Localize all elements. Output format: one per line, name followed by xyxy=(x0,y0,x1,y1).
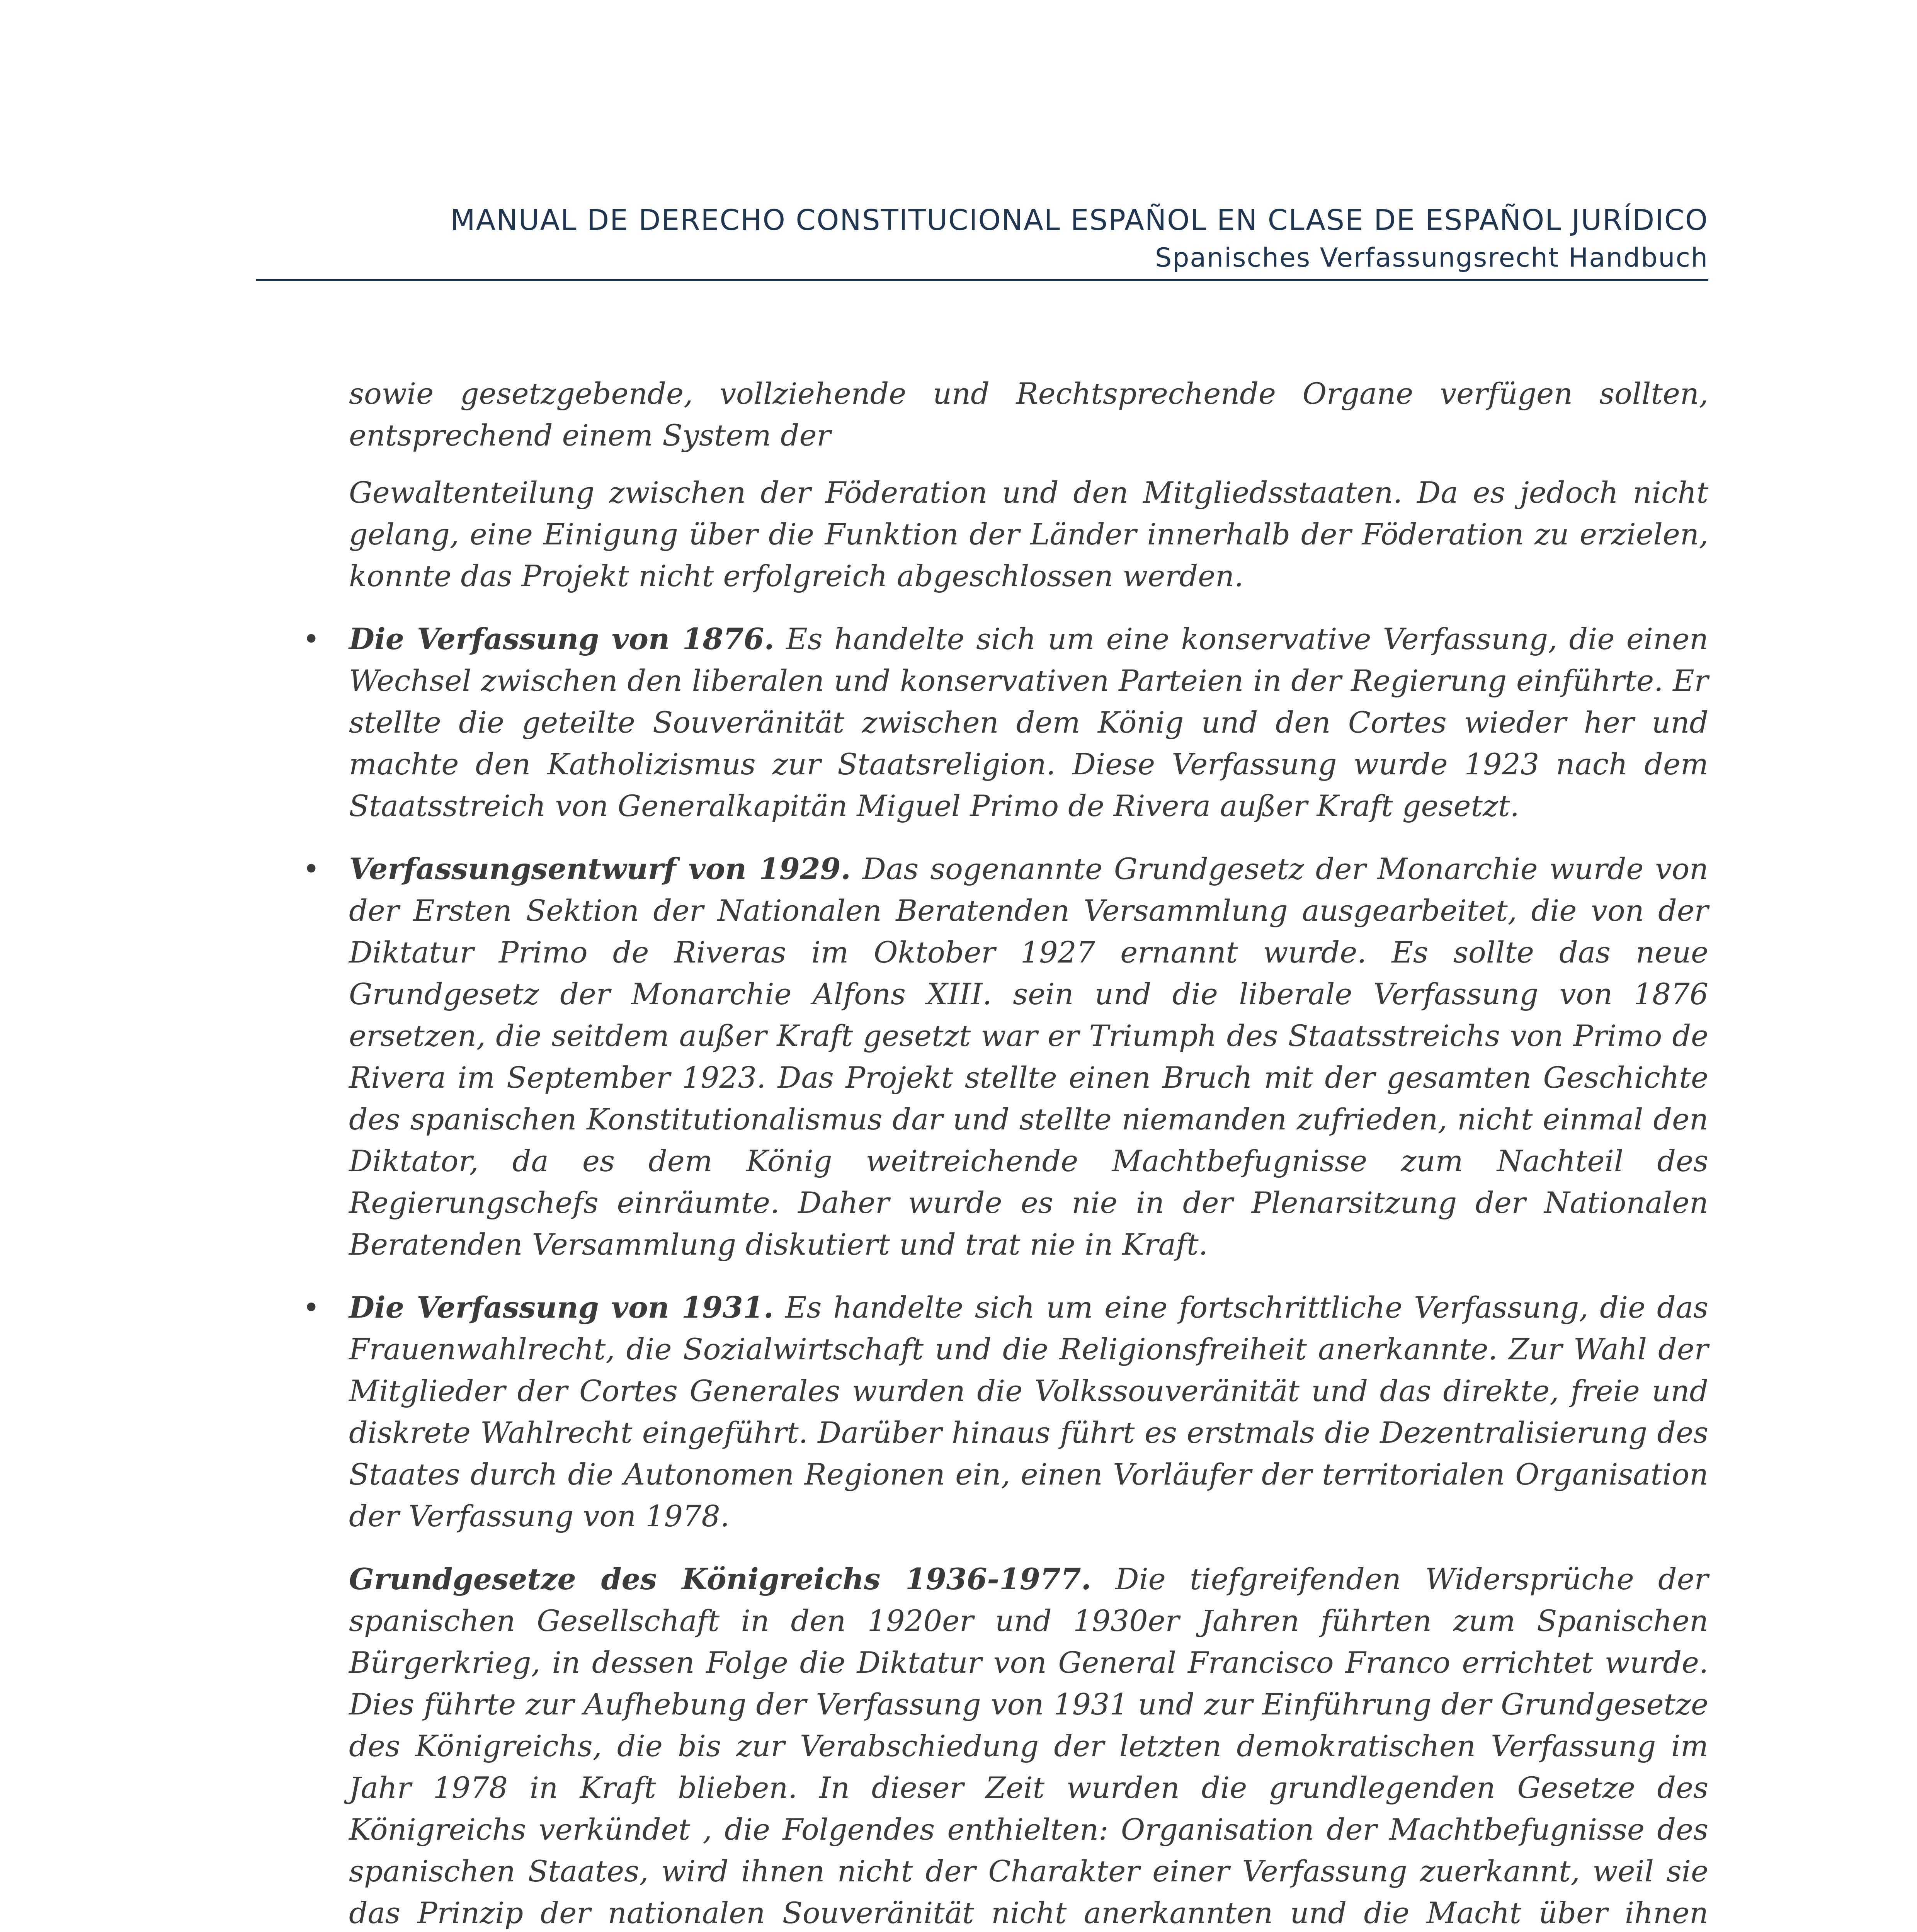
bullet-icon: • xyxy=(303,622,320,656)
paragraph-text: Die tiefgreifenden Widersprüche der spanischen Gesellschaft in den 1920er und 1930er Jahren führten zum Spanischen Bürgerkrieg, in dessen Folge die Diktatur von General Francisco Franco errichtet wurde. Dies führte zur Aufhebung der Verfassung von 1931 und zur Einführung der Grundgesetze des Königreichs, die bis zur Verabschiedung der letzten demokratischen Verfassung im Jahr 1978 in Kraft blieben. In dieser Zeit wurden die grundlegenden Gesetze des Königreichs verkündet , die Folgendes enthielten: Organisation der Machtbefugnisse des spanischen Staates, wird ihnen nicht der Charakter einer Verfassung zuerkannt, weil sie das Prinzip der nationalen Souveränität nicht anerkannten und die Macht über ihnen xyxy=(349,1562,1708,1930)
list-item-text: Das sogenannte Grundgesetz der Monarchie wurde von der Ersten Sektion der Nationalen Beratenden Versammlung ausgearbeitet, die von der Diktatur Primo de Riveras im Oktober 1927 ernannt wurde. Es sollte das neue Grundgesetz der Monarchie Alfons XIII. sein und die liberale Verfassung von 1876 ersetzen, die seitdem außer Kraft gesetzt war er Triumph des Staatsstreichs von Primo de Rivera im September 1923. Das Projekt stellte einen Bruch mit der gesamten Geschichte des spanischen Konstitutionalismus dar und stellte niemanden zufrieden, nicht einmal den Diktator, da es dem König weitreichende Machtbefugnisse zum Nachteil des Regierungschefs einräumte. Daher wurde es nie in der Plenarsitzung der Nationalen Beratenden Versammlung diskutiert und trat nie in Kraft. xyxy=(349,852,1708,1262)
list-item xyxy=(303,848,1708,1265)
list-item-heading: Die Verfassung von 1876. xyxy=(349,622,774,656)
header-title: MANUAL DE DERECHO CONSTITUCIONAL ESPAÑOL EN CLASE DE ESPAÑOL JURÍDICO xyxy=(450,204,1708,237)
bullet-icon: • xyxy=(303,852,320,886)
page-body xyxy=(256,373,1708,1932)
paragraph-heading: Grundgesetze des Königreichs 1936-1977. xyxy=(349,1562,1092,1596)
list-item xyxy=(303,618,1708,827)
list-item xyxy=(303,1287,1708,1537)
bullet-icon: • xyxy=(303,1290,320,1325)
list-item-heading: Verfassungsentwurf von 1929. xyxy=(349,852,851,886)
paragraph-grundgesetze xyxy=(349,1558,1708,1932)
running-header xyxy=(256,201,1708,277)
header-divider xyxy=(256,279,1708,281)
list-item-heading: Die Verfassung von 1931. xyxy=(349,1290,774,1325)
paragraph-gewaltenteilung: Gewaltenteilung zwischen der Föderation und den Mitgliedsstaaten. Da es jedoch nicht gelang, eine Einigung über die Funktion der Länder innerhalb der Föderation zu erzielen, konnte das Projekt nicht erfolgreich abgeschlossen werden. xyxy=(349,475,1708,593)
list-item-text: Es handelte sich um eine konservative Verfassung, die einen Wechsel zwischen den liberalen und konservativen Parteien in der Regierung einführte. Er stellte die geteilte Souveränität zwischen dem König und den Cortes wieder her und machte den Katholizismus zur Staatsreligion. Diese Verfassung wurde 1923 nach dem Staatsstreich von Generalkapitän Miguel Primo de Rivera außer Kraft gesetzt. xyxy=(349,622,1708,823)
header-subtitle: Spanisches Verfassungsrecht Handbuch xyxy=(1155,243,1708,273)
paragraph-continuation: sowie gesetzgebende, vollziehende und Rechtsprechende Organe verfügen sollten, entsprechend einem System der xyxy=(349,376,1708,452)
list-item-text: Es handelte sich um eine fortschrittliche Verfassung, die das Frauenwahlrecht, die Sozialwirtschaft und die Religionsfreiheit anerkannte. Zur Wahl der Mitglieder der Cortes Generales wurden die Volkssouveränität und das direkte, freie und diskrete Wahlrecht eingeführt. Darüber hinaus führt es erstmals die Dezentralisierung des Staates durch die Autonomen Regionen ein, einen Vorläufer der territorialen Organisation der Verfassung von 1978. xyxy=(349,1290,1708,1533)
